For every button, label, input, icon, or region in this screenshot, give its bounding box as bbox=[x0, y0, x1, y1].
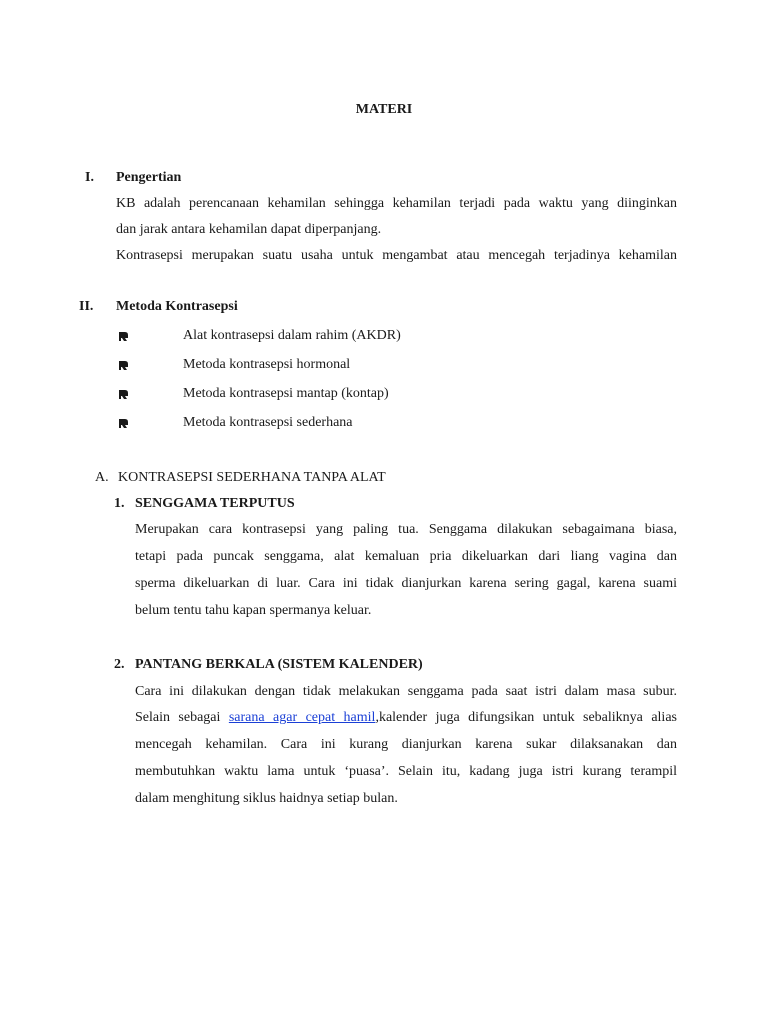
sub-1-line-2: tetapi pada puncak senggama, alat kemaluan pria dikeluarkan dari liang vagina dan bbox=[135, 549, 677, 564]
page-title: MATERI bbox=[355, 102, 413, 117]
method-item-1: Alat kontrasepsi dalam rahim (AKDR) bbox=[183, 328, 401, 343]
sub-1-line-3: sperma dikeluarkan di luar. Cara ini tidak dianjurkan karena sering gagal, karena suami bbox=[135, 576, 677, 591]
method-item-2: Metoda kontrasepsi hormonal bbox=[183, 357, 351, 372]
sub-2-heading: PANTANG BERKALA (SISTEM KALENDER) bbox=[135, 657, 423, 672]
section-2-numeral: II. bbox=[79, 299, 94, 314]
link-sarana-agar-cepat-hamil[interactable]: sarana agar cepat hamil bbox=[228, 710, 376, 725]
section-1-para2: Kontrasepsi merupakan suatu usaha untuk mengambat atau mencegah terjadinya kehamilan bbox=[116, 248, 677, 263]
sub-2-line-2-post: ,kalender juga difungsikan untuk sebaliknya alias bbox=[375, 710, 677, 725]
sub-1-number: 1. bbox=[114, 496, 125, 511]
bullet-icon bbox=[118, 389, 129, 400]
section-1-para1-line1: KB adalah perencanaan kehamilan sehingga kehamilan terjadi pada waktu yang diinginkan bbox=[116, 196, 677, 211]
section-a-heading: KONTRASEPSI SEDERHANA TANPA ALAT bbox=[118, 470, 386, 485]
bullet-icon bbox=[118, 331, 129, 342]
sub-1-heading: SENGGAMA TERPUTUS bbox=[135, 496, 295, 511]
method-item-4: Metoda kontrasepsi sederhana bbox=[183, 415, 353, 430]
section-1-para1-line2: dan jarak antara kehamilan dapat diperpanjang. bbox=[116, 222, 382, 237]
sub-1-line-4: belum tentu tahu kapan spermanya keluar. bbox=[135, 603, 372, 618]
bullet-icon bbox=[118, 360, 129, 371]
bullet-icon bbox=[118, 418, 129, 429]
section-1-heading: Pengertian bbox=[116, 170, 182, 185]
section-a-marker: A. bbox=[95, 470, 109, 485]
section-2-heading: Metoda Kontrasepsi bbox=[116, 299, 238, 314]
sub-2-line-5: dalam menghitung siklus haidnya setiap bulan. bbox=[135, 791, 398, 806]
sub-2-line-2-pre: Selain sebagai bbox=[135, 710, 229, 725]
method-item-3: Metoda kontrasepsi mantap (kontap) bbox=[183, 386, 389, 401]
sub-2-number: 2. bbox=[114, 657, 125, 672]
sub-1-line-1: Merupakan cara kontrasepsi yang paling tua. Senggama dilakukan sebagaimana biasa, bbox=[135, 522, 677, 537]
sub-2-line-2 bbox=[135, 709, 677, 727]
sub-2-line-1: Cara ini dilakukan dengan tidak melakukan senggama pada saat istri dalam masa subur. bbox=[135, 684, 677, 699]
sub-2-line-4: membutuhkan waktu lama untuk ‘puasa’. Selain itu, kadang juga istri kurang terampil bbox=[135, 764, 677, 779]
sub-2-line-3: mencegah kehamilan. Cara ini kurang dianjurkan karena sukar dilaksanakan dan bbox=[135, 737, 677, 752]
section-1-numeral: I. bbox=[85, 170, 94, 185]
